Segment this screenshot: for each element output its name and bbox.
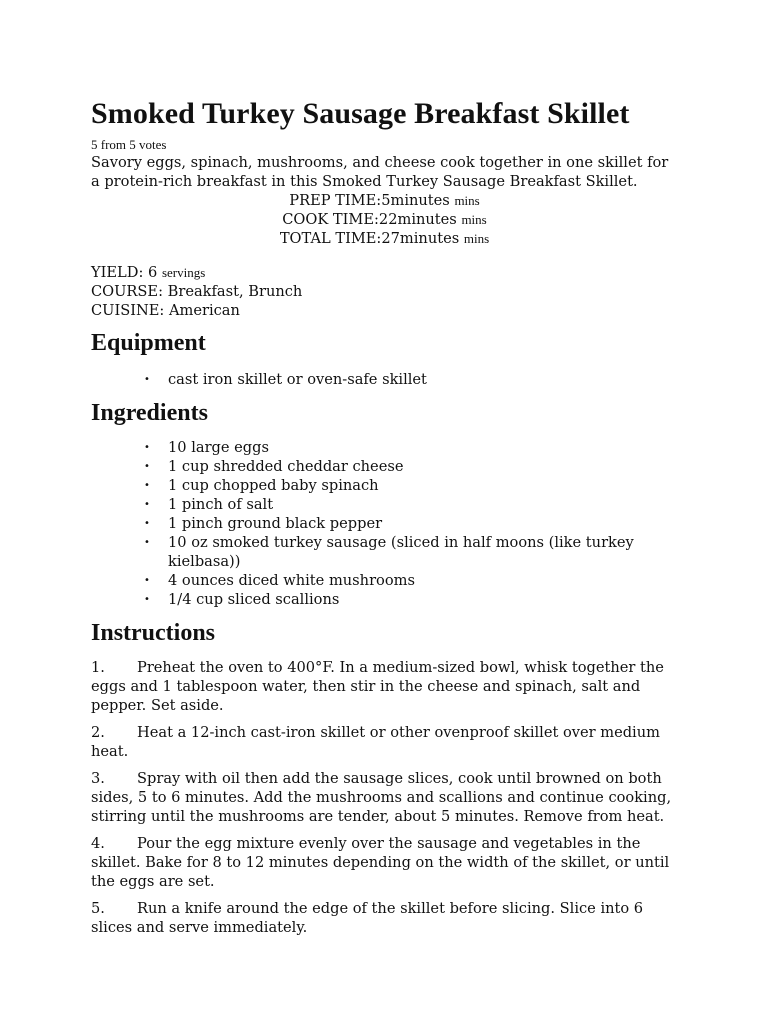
ingredient-item: [91, 476, 678, 495]
recipe-title: Smoked Turkey Sausage Breakfast Skillet: [91, 97, 630, 130]
ingredient-item-text: 1 pinch of salt: [168, 496, 274, 513]
ingredient-item-text: 10 large eggs: [168, 439, 269, 456]
instruction-step: [91, 769, 678, 826]
step-text: Run a knife around the edge of the skillet before slicing. Slice into 6 slices and serve immediately.: [91, 900, 644, 936]
ingredient-item-text: 1 pinch ground black pepper: [168, 515, 383, 532]
step-number: 2.: [91, 724, 105, 741]
equipment-item: [91, 370, 678, 389]
bullet-icon: •: [144, 461, 150, 472]
step-number: 5.: [91, 900, 105, 917]
bullet-icon: •: [144, 518, 150, 529]
instructions-list: [91, 658, 678, 937]
step-text: Preheat the oven to 400°F. In a medium-sized bowl, whisk together the eggs and 1 tablespoon water, then stir in the cheese and spinach, salt and pepper. Set aside.: [91, 659, 664, 714]
ingredient-item-text: 1 cup chopped baby spinach: [168, 477, 379, 494]
ingredients-list: [91, 438, 678, 609]
ingredient-item-text: 4 ounces diced white mushrooms: [168, 572, 415, 589]
ingredient-item-text: 1 cup shredded cheddar cheese: [168, 458, 404, 475]
bullet-icon: •: [144, 480, 150, 491]
instruction-step: [91, 899, 678, 937]
bullet-icon: •: [144, 442, 150, 453]
equipment-item-text: cast iron skillet or oven-safe skillet: [168, 371, 427, 388]
ingredient-item: [91, 438, 678, 457]
step-number: 1.: [91, 659, 105, 676]
bullet-icon: •: [144, 374, 150, 385]
ingredients-heading: Ingredients: [91, 400, 208, 426]
ingredient-item: [91, 457, 678, 476]
instruction-step: [91, 658, 678, 715]
bullet-icon: •: [144, 537, 150, 548]
step-text: Heat a 12-inch cast-iron skillet or other ovenproof skillet over medium heat.: [91, 724, 660, 760]
step-text: Pour the egg mixture evenly over the sausage and vegetables in the skillet. Bake for 8 to 12 minutes depending on the width of the skillet, or until the eggs are set.: [91, 835, 670, 890]
recipe-meta: [91, 263, 678, 320]
bullet-icon: •: [144, 575, 150, 586]
ingredient-item: [91, 514, 678, 533]
ingredient-item: [91, 533, 678, 571]
bullet-icon: •: [144, 499, 150, 510]
prep-time: PREP TIME:5minutes mins: [289, 192, 480, 209]
cuisine-line: CUISINE: American: [91, 302, 240, 319]
step-number: 4.: [91, 835, 105, 852]
ingredient-item: [91, 571, 678, 590]
cook-time: COOK TIME:22minutes mins: [282, 211, 487, 228]
ingredient-item: [91, 590, 678, 609]
equipment-heading: Equipment: [91, 330, 206, 356]
total-time: TOTAL TIME:27minutes mins: [279, 230, 490, 247]
recipe-description: Savory eggs, spinach, mushrooms, and cheese cook together in one skillet for a protein-rich breakfast in this Smoked Turkey Sausage Breakfast Skillet.: [91, 154, 669, 190]
equipment-list: [91, 370, 678, 389]
step-number: 3.: [91, 770, 105, 787]
instructions-heading: Instructions: [91, 620, 216, 646]
ingredient-item-text: 1/4 cup sliced scallions: [168, 591, 340, 608]
step-text: Spray with oil then add the sausage slices, cook until browned on both sides, 5 to 6 minutes. Add the mushrooms and scallions and continue cooking, stirring until the mushrooms are tender, about 5 minutes. Remove from heat.: [91, 770, 672, 825]
instruction-step: [91, 723, 678, 761]
instruction-step: [91, 834, 678, 891]
recipe-times: [91, 191, 678, 248]
bullet-icon: •: [144, 594, 150, 605]
yield-line: YIELD: 6 servings: [91, 264, 206, 281]
rating-text: 5 from 5 votes: [91, 137, 167, 152]
course-line: COURSE: Breakfast, Brunch: [91, 283, 303, 300]
ingredient-item: [91, 495, 678, 514]
ingredient-item-text: 10 oz smoked turkey sausage (sliced in half moons (like turkey kielbasa)): [168, 534, 634, 570]
